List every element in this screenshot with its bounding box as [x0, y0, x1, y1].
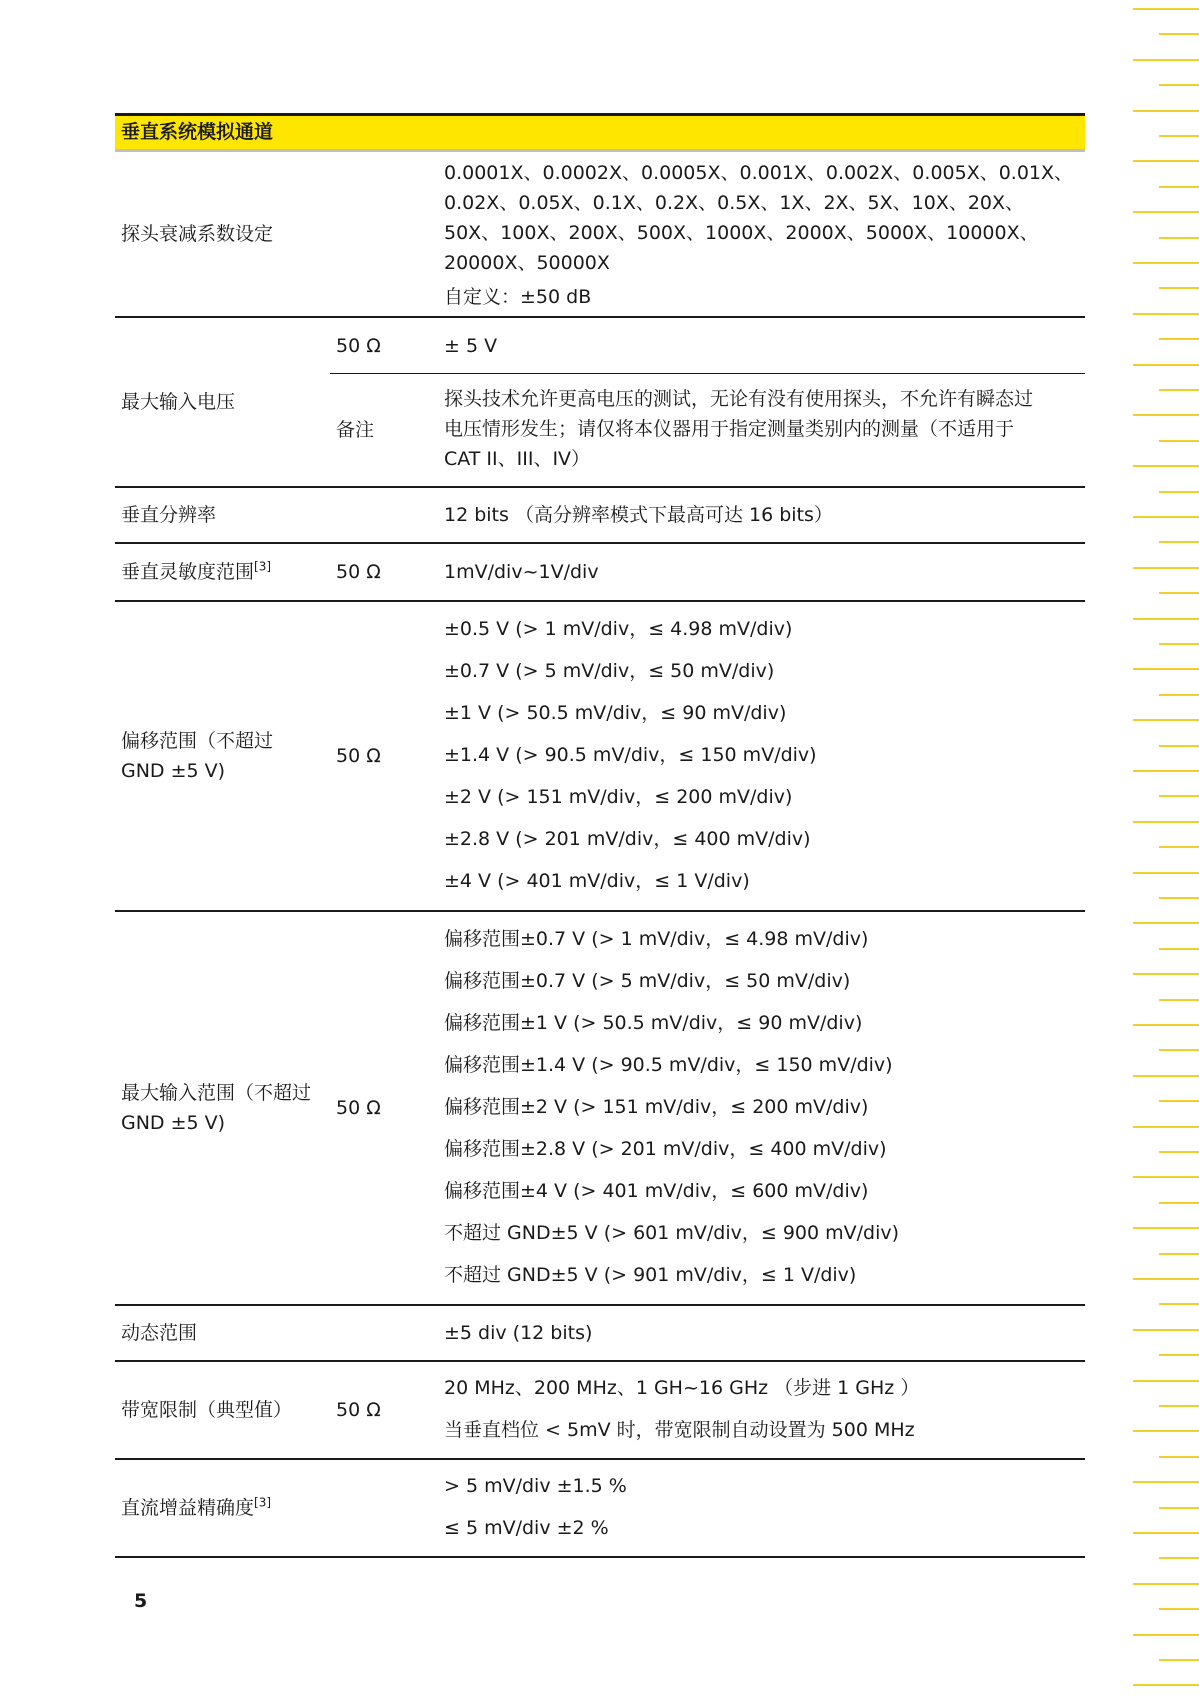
row-label: 最大输入范围（不超过 GND ±5 V) [115, 911, 330, 1305]
decor-stripe [1133, 719, 1199, 721]
row-label: 带宽限制（典型值） [115, 1361, 330, 1459]
value-line: ≤ 5 mV/div ±2 % [444, 1517, 609, 1539]
row-dc-gain-accuracy [115, 1459, 1085, 1557]
decor-stripe [1133, 872, 1199, 874]
decor-stripe [1133, 1075, 1199, 1077]
value-line: 20 MHz、200 MHz、1 GH~16 GHz （步进 1 GHz ） [444, 1377, 920, 1399]
decor-stripe [1133, 465, 1199, 467]
decor-stripe [1133, 1481, 1199, 1483]
decor-stripe [1159, 694, 1199, 696]
row-label: 直流增益精确度[3] [115, 1459, 330, 1557]
decor-stripe [1159, 440, 1199, 442]
decor-stripe [1159, 1303, 1199, 1305]
row-label: 垂直灵敏度范围[3] [115, 543, 330, 601]
decor-stripe [1133, 1024, 1199, 1026]
row-value [438, 151, 1085, 318]
value-line: > 5 mV/div ±1.5 % [444, 1475, 627, 1497]
decor-stripe [1133, 59, 1199, 61]
row-label: 动态范围 [115, 1305, 330, 1361]
decor-stripe [1133, 821, 1199, 823]
value-line: ±1.4 V (> 90.5 mV/div，≤ 150 mV/div) [444, 744, 817, 766]
margin-decoration [1121, 0, 1199, 1696]
decor-stripe [1159, 745, 1199, 747]
decor-stripe [1133, 414, 1199, 416]
row-offset-range [115, 601, 1085, 911]
decor-stripe [1159, 389, 1199, 391]
decor-stripe [1159, 1354, 1199, 1356]
decor-stripe [1159, 1151, 1199, 1153]
decor-stripe [1159, 135, 1199, 137]
decor-stripe [1159, 1049, 1199, 1051]
decor-stripe [1159, 33, 1199, 35]
decor-stripe [1133, 1430, 1199, 1432]
row-max-input-range [115, 911, 1085, 1305]
decor-stripe [1159, 999, 1199, 1001]
impedance: 50 Ω [330, 317, 438, 374]
decor-stripe [1159, 643, 1199, 645]
decor-stripe [1159, 1100, 1199, 1102]
decor-stripe [1133, 1126, 1199, 1128]
decor-stripe [1133, 364, 1199, 366]
impedance: 50 Ω [330, 911, 438, 1305]
value-line: 当垂直档位 < 5mV 时，带宽限制自动设置为 500 MHz [444, 1419, 915, 1441]
section-title: 垂直系统模拟通道 [115, 115, 1085, 151]
note-line: 电压情形发生；请仅将本仪器用于指定测量类别内的测量（不适用于 [444, 418, 1015, 440]
decor-stripe [1159, 84, 1199, 86]
value-line: ±1 V (> 50.5 mV/div，≤ 90 mV/div) [444, 702, 787, 724]
decor-stripe [1159, 948, 1199, 950]
impedance: 50 Ω [330, 543, 438, 601]
row-value [438, 1361, 1085, 1459]
decor-stripe [1159, 592, 1199, 594]
decor-stripe [1133, 1684, 1199, 1686]
decor-stripe [1159, 237, 1199, 239]
row-label: 探头衰减系数设定 [115, 151, 330, 318]
decor-stripe [1159, 1253, 1199, 1255]
decor-stripe [1133, 1380, 1199, 1382]
value-line: ±2.8 V (> 201 mV/div，≤ 400 mV/div) [444, 828, 811, 850]
note-line: 探头技术允许更高电压的测试，无论有没有使用探头，不允许有瞬态过 [444, 388, 1034, 410]
decor-stripe [1133, 973, 1199, 975]
row-value [438, 601, 1085, 911]
decor-stripe [1159, 897, 1199, 899]
value-line: 不超过 GND±5 V (> 901 mV/div，≤ 1 V/div) [444, 1264, 857, 1286]
value-line: 偏移范围±1.4 V (> 90.5 mV/div，≤ 150 mV/div) [444, 1054, 893, 1076]
decor-stripe [1159, 1456, 1199, 1458]
decor-stripe [1133, 1176, 1199, 1178]
value-line: ±0.5 V (> 1 mV/div，≤ 4.98 mV/div) [444, 618, 793, 640]
value-line: ±0.7 V (> 5 mV/div，≤ 50 mV/div) [444, 660, 775, 682]
value-line: 偏移范围±1 V (> 50.5 mV/div，≤ 90 mV/div) [444, 1012, 863, 1034]
value-line: ±4 V (> 401 mV/div，≤ 1 V/div) [444, 870, 750, 892]
decor-stripe [1133, 160, 1199, 162]
decor-stripe [1159, 1659, 1199, 1661]
decor-stripe [1133, 1329, 1199, 1331]
row-value: ±5 div (12 bits) [438, 1305, 1085, 1361]
decor-stripe [1159, 287, 1199, 289]
row-vertical-sensitivity [115, 543, 1085, 601]
row-label: 偏移范围（不超过 GND ±5 V) [115, 601, 330, 911]
value-line: 偏移范围±4 V (> 401 mV/div，≤ 600 mV/div) [444, 1180, 869, 1202]
note-value [438, 374, 1085, 488]
decor-stripe [1133, 8, 1199, 10]
row-dynamic-range [115, 1305, 1085, 1361]
decor-stripe [1159, 1405, 1199, 1407]
value-line: 20000X、50000X [444, 252, 610, 274]
value-line: 0.0001X、0.0002X、0.0005X、0.001X、0.002X、0.005X、0.01X、 [444, 162, 1074, 184]
value-line: 偏移范围±0.7 V (> 1 mV/div，≤ 4.98 mV/div) [444, 928, 869, 950]
note-label: 备注 [330, 374, 438, 488]
decor-stripe [1159, 186, 1199, 188]
decor-stripe [1159, 846, 1199, 848]
decor-stripe [1133, 1278, 1199, 1280]
decor-stripe [1159, 1608, 1199, 1610]
decor-stripe [1159, 541, 1199, 543]
row-value [438, 911, 1085, 1305]
row-vertical-resolution [115, 487, 1085, 543]
row-bandwidth-limit [115, 1361, 1085, 1459]
decor-stripe [1133, 567, 1199, 569]
impedance: 50 Ω [330, 1361, 438, 1459]
row-value: 12 bits （高分辨率模式下最高可达 16 bits） [438, 487, 1085, 543]
spec-table [115, 113, 1085, 1558]
decor-stripe [1133, 313, 1199, 315]
value-line: ±2 V (> 151 mV/div，≤ 200 mV/div) [444, 786, 793, 808]
note-line: CAT II、III、IV） [444, 448, 591, 470]
value-line: 0.02X、0.05X、0.1X、0.2X、0.5X、1X、2X、5X、10X、20X、 [444, 192, 1025, 214]
row-max-input-voltage [115, 317, 1085, 374]
value-line: 不超过 GND±5 V (> 601 mV/div，≤ 900 mV/div) [444, 1222, 900, 1244]
decor-stripe [1133, 110, 1199, 112]
impedance: 50 Ω [330, 601, 438, 911]
row-probe-attenuation [115, 151, 1085, 318]
decor-stripe [1133, 1583, 1199, 1585]
decor-stripe [1133, 1634, 1199, 1636]
row-label: 最大输入电压 [115, 317, 330, 487]
decor-stripe [1159, 491, 1199, 493]
decor-stripe [1133, 262, 1199, 264]
decor-stripe [1133, 668, 1199, 670]
decor-stripe [1133, 1227, 1199, 1229]
value-line: 50X、100X、200X、500X、1000X、2000X、5000X、10000X、 [444, 222, 1039, 244]
decor-stripe [1133, 211, 1199, 213]
value-line: 偏移范围±0.7 V (> 5 mV/div，≤ 50 mV/div) [444, 970, 851, 992]
decor-stripe [1133, 516, 1199, 518]
page-number: 5 [134, 1590, 148, 1612]
decor-stripe [1159, 1507, 1199, 1509]
decor-stripe [1133, 770, 1199, 772]
value-line: 自定义：±50 dB [444, 286, 592, 308]
decor-stripe [1159, 1557, 1199, 1559]
decor-stripe [1159, 338, 1199, 340]
row-value: ± 5 V [438, 317, 1085, 374]
row-label: 垂直分辨率 [115, 487, 330, 543]
row-value [438, 1459, 1085, 1557]
value-line: 偏移范围±2 V (> 151 mV/div，≤ 200 mV/div) [444, 1096, 869, 1118]
decor-stripe [1159, 1202, 1199, 1204]
decor-stripe [1133, 922, 1199, 924]
decor-stripe [1133, 618, 1199, 620]
decor-stripe [1159, 795, 1199, 797]
decor-stripe [1133, 1532, 1199, 1534]
value-line: 偏移范围±2.8 V (> 201 mV/div，≤ 400 mV/div) [444, 1138, 887, 1160]
row-value: 1mV/div~1V/div [438, 543, 1085, 601]
